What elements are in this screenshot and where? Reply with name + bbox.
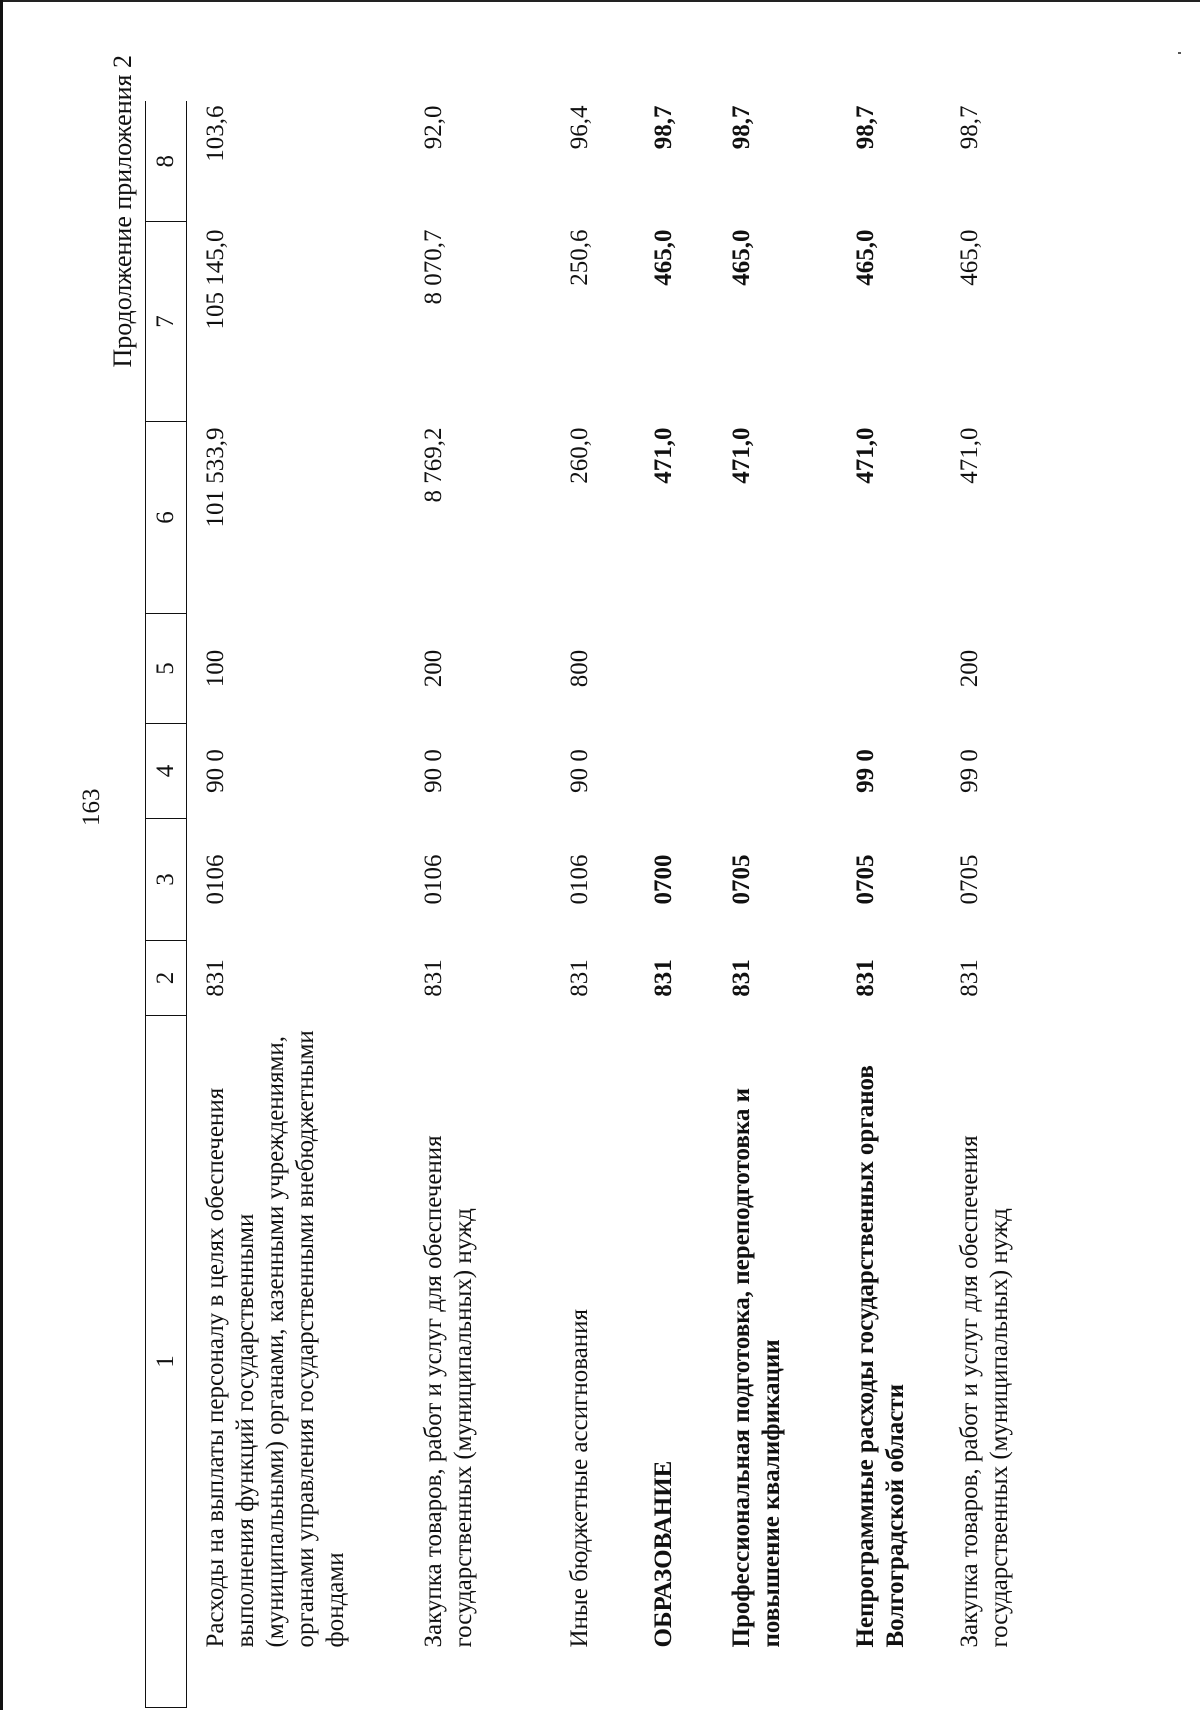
cell-col-7: 465,0 xyxy=(956,229,983,286)
cell-col-6: 101 533,9 xyxy=(202,427,229,528)
cell-col-8: 96,4 xyxy=(566,105,593,150)
cell-col-5 xyxy=(635,614,713,724)
cell-col-3: 0106 xyxy=(566,854,593,905)
cell-col-4: 99 0 xyxy=(852,749,879,793)
scan-speck xyxy=(1178,52,1181,54)
cell-col-2: 831 xyxy=(956,959,983,997)
cell-col-7: 250,6 xyxy=(566,229,593,286)
cell-col-2: 831 xyxy=(420,959,447,997)
cell-col-6: 471,0 xyxy=(728,427,755,484)
cell-col-3: 0106 xyxy=(420,854,447,905)
cell-col-3: 0700 xyxy=(650,854,677,905)
header-col-4: 4 xyxy=(146,724,187,819)
budget-table-container xyxy=(145,102,1073,1708)
table-row xyxy=(551,102,635,1708)
row-name: ОБРАЗОВАНИЕ xyxy=(650,1460,677,1648)
cell-col-3: 0106 xyxy=(202,854,229,905)
row-name: Расходы на выплаты персоналу в целях обеспечения выполнения функций государственными (муниципальными) органами, казенными учреждениями, органами управления государственными внебюджетными фондами xyxy=(202,1030,349,1648)
cell-col-7: 465,0 xyxy=(728,229,755,286)
header-col-2: 2 xyxy=(146,941,187,1016)
table-row xyxy=(713,102,837,1708)
cell-col-4: 90 0 xyxy=(420,749,447,793)
row-name: Иные бюджетные ассигнования xyxy=(566,1308,593,1648)
cell-col-5: 800 xyxy=(566,649,593,688)
cell-col-6: 260,0 xyxy=(566,427,593,484)
cell-col-4: 90 0 xyxy=(566,749,593,793)
table-row xyxy=(405,102,551,1708)
cell-col-7: 465,0 xyxy=(650,229,677,286)
cell-col-2: 831 xyxy=(202,959,229,997)
cell-col-7: 465,0 xyxy=(852,229,879,286)
cell-col-6: 471,0 xyxy=(650,427,677,484)
scan-top-edge xyxy=(0,0,1200,2)
header-col-3: 3 xyxy=(146,819,187,941)
table-row xyxy=(187,102,406,1708)
cell-col-5: 200 xyxy=(420,649,447,688)
cell-col-2: 831 xyxy=(852,959,879,997)
cell-col-3: 0705 xyxy=(956,854,983,905)
cell-col-2: 831 xyxy=(566,959,593,997)
cell-col-5: 200 xyxy=(956,649,983,688)
cell-col-8: 103,6 xyxy=(202,105,229,162)
cell-col-8: 98,7 xyxy=(650,105,677,150)
header-col-5: 5 xyxy=(146,614,187,724)
table-row xyxy=(635,102,713,1708)
page-number: 163 xyxy=(78,788,105,826)
cell-col-3: 0705 xyxy=(852,854,879,905)
cell-col-6: 471,0 xyxy=(956,427,983,484)
cell-col-2: 831 xyxy=(728,959,755,997)
header-col-7: 7 xyxy=(146,222,187,422)
table-header-row xyxy=(146,102,187,1708)
cell-col-8: 98,7 xyxy=(728,105,755,150)
cell-col-5 xyxy=(713,614,837,724)
cell-col-8: 92,0 xyxy=(420,105,447,150)
continuation-note: Продолжение приложения 2 xyxy=(108,55,137,368)
cell-col-6: 471,0 xyxy=(852,427,879,484)
cell-col-4 xyxy=(635,724,713,819)
cell-col-6: 8 769,2 xyxy=(420,427,447,503)
cell-col-4: 90 0 xyxy=(202,749,229,793)
table-row xyxy=(941,102,1073,1708)
cell-col-5 xyxy=(837,614,941,724)
row-name: Закупка товаров, работ и услуг для обеспечения государственных (муниципальных) нужд xyxy=(956,1135,1013,1648)
cell-col-8: 98,7 xyxy=(852,105,879,150)
cell-col-3: 0705 xyxy=(728,854,755,905)
row-name: Профессиональная подготовка, переподготовка и повышение квалификации xyxy=(728,1087,785,1648)
scan-left-edge xyxy=(0,0,3,1710)
cell-col-8: 98,7 xyxy=(956,105,983,150)
cell-col-7: 105 145,0 xyxy=(202,229,229,330)
budget-table xyxy=(145,102,1073,1709)
cell-col-5: 100 xyxy=(202,649,229,688)
cell-col-7: 8 070,7 xyxy=(420,229,447,305)
cell-col-2: 831 xyxy=(650,959,677,997)
row-name: Закупка товаров, работ и услуг для обеспечения государственных (муниципальных) нужд xyxy=(420,1135,477,1648)
header-col-8: 8 xyxy=(146,102,187,222)
header-col-6: 6 xyxy=(146,422,187,614)
table-row xyxy=(837,102,941,1708)
header-col-1: 1 xyxy=(146,1016,187,1708)
row-name: Непрограммные расходы государственных органов Волгоградской области xyxy=(852,1065,909,1648)
cell-col-4: 99 0 xyxy=(956,749,983,793)
cell-col-4 xyxy=(713,724,837,819)
